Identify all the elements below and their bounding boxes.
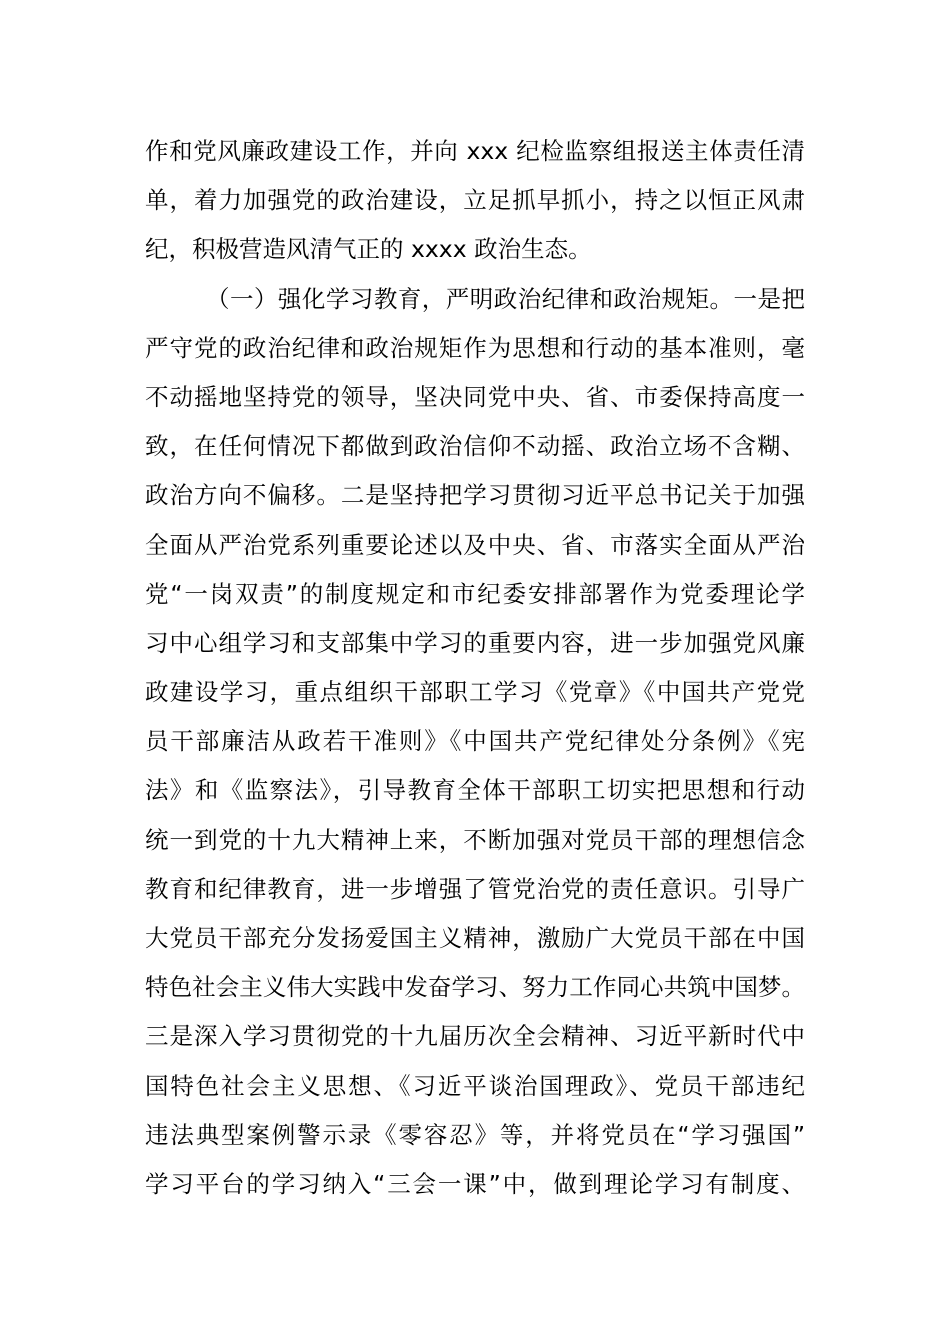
text-line: 不动摇地坚持党的领导，坚决同党中央、省、市委保持高度一 [145,382,805,411]
document-body [145,127,805,1209]
text-line: 政治方向不偏移。二是坚持把学习贯彻习近平总书记关于加强 [145,481,805,510]
text-line: 全面从严治党系列重要论述以及中央、省、市落实全面从严治 [145,530,805,559]
text-line: 违法典型案例警示录《零容忍》等，并将党员在“学习强国” [145,1120,805,1149]
text-line: 教育和纪律教育，进一步增强了管党治党的责任意识。引导广 [145,874,805,903]
text-line: 致，在任何情况下都做到政治信仰不动摇、政治立场不含糊、 [145,432,805,461]
text-line: 特色社会主义伟大实践中发奋学习、努力工作同心共筑中国梦。 [145,973,805,1002]
text-line: 党“一岗双责”的制度规定和市纪委安排部署作为党委理论学 [145,579,805,608]
text-line: 单，着力加强党的政治建设，立足抓早抓小，持之以恒正风肃 [145,186,805,215]
text-line: 员干部廉洁从政若干准则》《中国共产党纪律处分条例》《宪 [145,727,805,756]
text-line: 大党员干部充分发扬爱国主义精神，激励广大党员干部在中国 [145,924,805,952]
text-line: 习中心组学习和支部集中学习的重要内容，进一步加强党风廉 [145,628,805,657]
text-line: 统一到党的十九大精神上来，不断加强对党员干部的理想信念 [145,825,805,854]
text-line: 学习平台的学习纳入“三会一课”中，做到理论学习有制度、 [145,1169,805,1198]
text-line: 法》和《监察法》，引导教育全体干部职工切实把思想和行动 [145,776,805,805]
text-line: 纪，积极营造风清气正的 xxxx 政治生态。 [145,235,592,264]
text-line: 作和党风廉政建设工作，并向 xxx 纪检监察组报送主体责任清 [145,137,805,165]
section-heading-line: （一）强化学习教育，严明政治纪律和政治规矩。一是把 [206,284,805,313]
text-line: 政建设学习，重点组织干部职工学习《党章》《中国共产党党 [145,678,805,707]
text-line: 严守党的政治纪律和政治规矩作为思想和行动的基本准则，毫 [145,333,805,362]
text-line: 三是深入学习贯彻党的十九届历次全会精神、习近平新时代中 [145,1022,805,1051]
text-line: 国特色社会主义思想、《习近平谈治国理政》、党员干部违纪 [145,1071,805,1100]
